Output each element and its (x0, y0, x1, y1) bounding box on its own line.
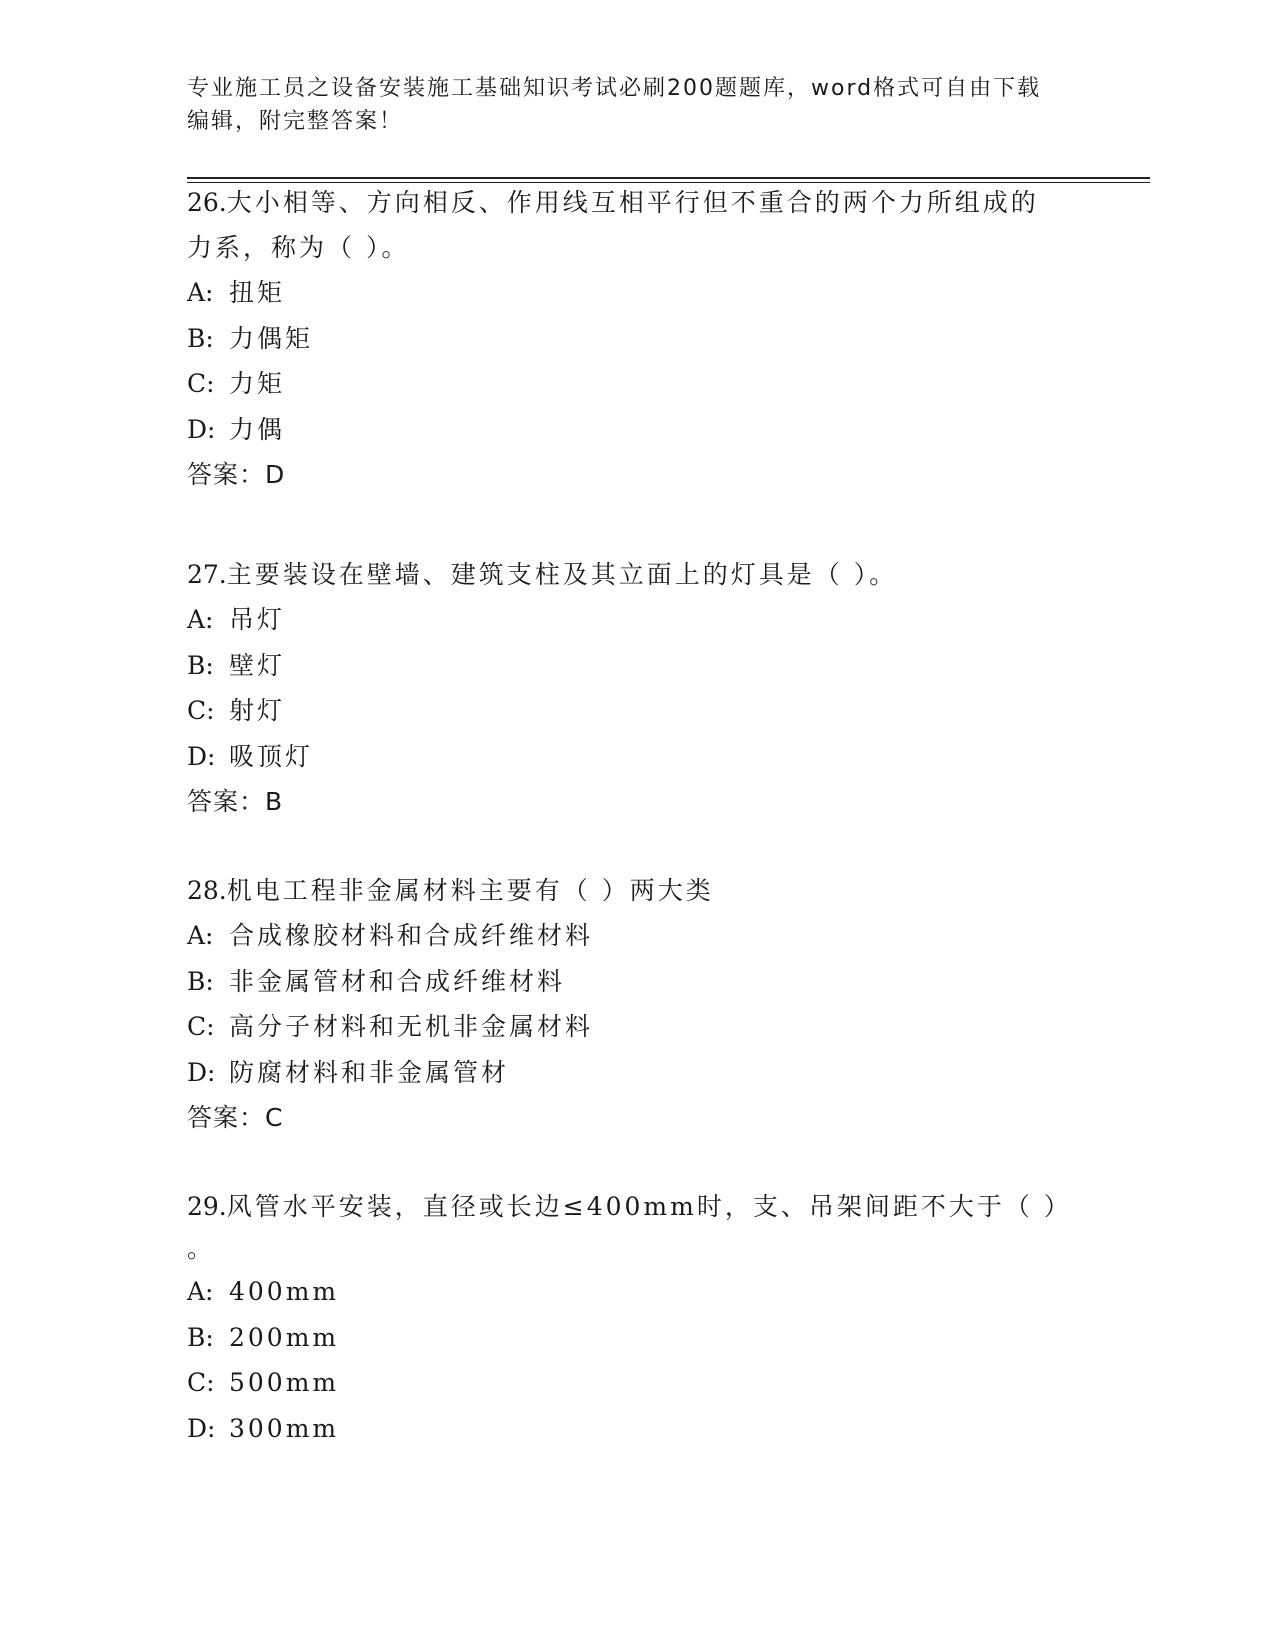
option-a (187, 913, 1087, 959)
option-key: C: (187, 1368, 215, 1397)
option-key: A: (187, 921, 214, 950)
question-stem-line-1: 风管水平安装，直径或长边≤400mm时，支、吊架间距不大于（ ） (226, 1192, 1072, 1221)
option-b (187, 1315, 1087, 1361)
option-text: 200mm (229, 1322, 340, 1352)
option-a (187, 270, 1087, 316)
option-text: 吊灯 (229, 605, 286, 634)
option-key: C: (187, 696, 215, 725)
question-stem (187, 552, 1087, 597)
option-text: 射灯 (229, 696, 286, 725)
question-28 (187, 868, 1087, 1140)
option-key: D: (187, 414, 216, 444)
option-text: 高分子材料和无机非金属材料 (229, 1012, 594, 1041)
answer-line: 答案：C (187, 1103, 284, 1132)
option-text: 防腐材料和非金属管材 (229, 1057, 510, 1087)
option-text: 力偶 (229, 414, 286, 444)
question-stem-line-1: 主要装设在壁墙、建筑支柱及其立面上的灯具是（ ）。 (226, 560, 898, 589)
question-stem (187, 1184, 1087, 1229)
option-text: 300mm (229, 1413, 340, 1443)
option-text: 力偶矩 (229, 323, 314, 353)
option-text: 合成橡胶材料和合成纤维材料 (229, 921, 594, 950)
option-key: D: (187, 741, 216, 771)
answer-line: 答案：D (187, 460, 286, 489)
option-c (187, 688, 1087, 734)
question-stem (187, 180, 1087, 225)
question-number: 28. (187, 876, 227, 905)
option-d (187, 407, 1087, 453)
option-key: A: (187, 278, 214, 307)
question-27 (187, 552, 1087, 824)
option-c (187, 1360, 1087, 1406)
option-b (187, 959, 1087, 1005)
document-header (187, 72, 1067, 138)
option-key: A: (187, 605, 214, 634)
option-key: B: (187, 966, 214, 996)
question-stem-line-2: 。 (187, 1234, 216, 1263)
answer-line: 答案：B (187, 787, 284, 816)
question-number: 26. (187, 188, 227, 217)
option-key: D: (187, 1413, 216, 1443)
option-text: 非金属管材和合成纤维材料 (229, 966, 566, 996)
question-26 (187, 180, 1087, 497)
question-29 (187, 1184, 1087, 1451)
option-b (187, 316, 1087, 362)
header-line-1: 专业施工员之设备安装施工基础知识考试必刷200题题库，word格式可自由下载 (187, 76, 1042, 101)
option-key: B: (187, 650, 214, 680)
option-key: C: (187, 1012, 215, 1041)
option-b (187, 643, 1087, 689)
option-c (187, 1004, 1087, 1050)
option-a (187, 597, 1087, 643)
option-text: 400mm (229, 1277, 340, 1306)
option-key: D: (187, 1057, 216, 1087)
question-number: 29. (187, 1192, 227, 1221)
option-text: 500mm (229, 1368, 340, 1397)
option-text: 壁灯 (229, 650, 286, 680)
header-line-2: 编辑，附完整答案！ (187, 109, 404, 134)
option-c (187, 361, 1087, 407)
option-key: C: (187, 369, 215, 398)
option-key: A: (187, 1277, 214, 1306)
option-d (187, 1050, 1087, 1096)
option-a (187, 1269, 1087, 1315)
question-stem-line-1: 机电工程非金属材料主要有（ ）两大类 (226, 876, 714, 905)
header-divider-thick (187, 177, 1150, 179)
question-stem-line-1: 大小相等、方向相反、作用线互相平行但不重合的两个力所组成的 (226, 188, 1039, 217)
option-text: 力矩 (229, 369, 286, 398)
option-key: B: (187, 1322, 214, 1352)
option-d (187, 734, 1087, 780)
question-number: 27. (187, 560, 227, 589)
option-text: 扭矩 (229, 278, 286, 307)
question-stem-line-2: 力系，称为（ ）。 (187, 233, 410, 262)
option-text: 吸顶灯 (229, 741, 314, 771)
option-key: B: (187, 323, 214, 353)
question-stem (187, 868, 1087, 913)
option-d (187, 1406, 1087, 1452)
